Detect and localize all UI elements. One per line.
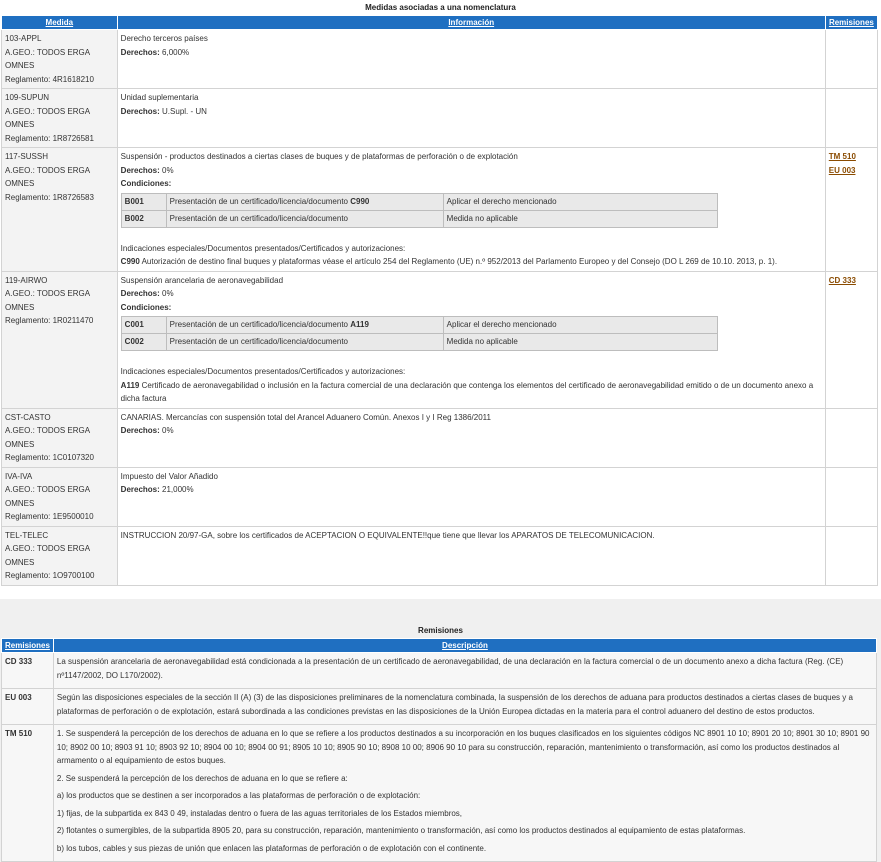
table-row	[2, 467, 878, 526]
measure-geo: A.GEO.: TODOS ERGA OMNES	[5, 47, 90, 70]
measure-description: Unidad suplementaria	[120, 93, 199, 102]
table-row	[2, 689, 877, 725]
measure-description: Suspensión - productos destinados a ciertas clases de buques y de plataformas de perforación o de explotación	[120, 152, 518, 161]
measure-code: 109-SUPUN	[5, 93, 50, 102]
condition-text: Presentación de un certificado/licencia/documento	[169, 213, 348, 223]
special-indications-label: Indicaciones especiales/Documentos presentados/Certificados y autorizaciones:	[120, 367, 406, 376]
table-row	[2, 271, 878, 408]
measure-description: INSTRUCCION 20/97-GA, sobre los certificados de ACEPTACION O EQUIVALENTE!!que tiene que llevar los APARATOS DE TELECOMUNICACION.	[120, 530, 655, 540]
condition-action: Medida no aplicable	[443, 210, 717, 227]
measure-geo: A.GEO.: TODOS ERGA OMNES	[5, 289, 90, 312]
condition-action: Aplicar el derecho mencionado	[443, 193, 717, 210]
remision-code: CD 333	[2, 653, 54, 689]
col-header-descripcion[interactable]: Descripción	[53, 639, 876, 653]
measure-code: 117-SUSSH	[5, 152, 48, 161]
measure-geo: A.GEO.: TODOS ERGA OMNES	[5, 106, 90, 129]
conditions-table	[121, 193, 718, 228]
table-row	[2, 653, 877, 689]
special-code: A119	[120, 380, 140, 390]
measure-geo: A.GEO.: TODOS ERGA OMNES	[5, 485, 90, 508]
measure-code: TEL-TELEC	[5, 530, 49, 540]
conditions-label: Condiciones:	[120, 302, 172, 312]
special-code: C990	[120, 257, 140, 266]
duty-value: 0%	[162, 165, 174, 175]
condition-text: Presentación de un certificado/licencia/documento	[169, 337, 348, 346]
remision-text: 2) flotantes o sumergibles, de la subpartida 8905 20, para su construcción, reparación, mantenimiento o transformación, así como los productos destinados al equipamiento de estas plataformas.	[56, 826, 746, 835]
duty-value: 0%	[162, 426, 174, 435]
remisiones-title: Remisiones	[418, 626, 463, 635]
table-row	[2, 408, 878, 467]
measure-geo: A.GEO.: TODOS ERGA OMNES	[5, 544, 90, 567]
table-row	[2, 725, 877, 862]
remision-text: 1. Se suspenderá la percepción de los derechos de aduana en lo que se refiere a los productos destinados a su incorporación en los buques clasificados en los siguientes códigos NC 8901 10 10; 8901 20 10; 8901 30 10; 8901 90 10; 8902 00 10; 8903 91 10; 8903 92 10; 8904 00 10; 8904 00 91; 8905 10 10; 8905 90 10; 8908 10 00; 8906 90 10 para su construcción, reparación, mantenimiento o transformación, así como los productos destinados al armamento o al equipamiento de estos buques.	[56, 729, 870, 765]
table-row	[2, 148, 878, 272]
measure-description: CANARIAS. Mercancías con suspensión total del Arancel Aduanero Común. Anexos I y I Reg 1386/2011	[120, 412, 491, 422]
remision-link-eu003[interactable]: EU 003	[828, 165, 856, 175]
measure-regulation: Reglamento: 1R8726581	[5, 133, 94, 143]
remision-text: 2. Se suspenderá la percepción de los derechos de aduana en lo que se refiere a:	[56, 773, 348, 783]
duty-label: Derechos:	[120, 47, 160, 57]
remision-text: La suspensión arancelaria de aeronavegabilidad está condicionada a la presentación de un certificado de aeronavegabilidad, de una declaración en la factura comercial o de un documento anexo a dicha factura (Reg. (CE) nº1147/2002, DO L170/2002).	[56, 657, 844, 680]
duty-label: Derechos:	[120, 426, 160, 435]
measure-regulation: Reglamento: 4R1618210	[5, 74, 94, 84]
conditions-table	[121, 316, 718, 351]
measure-regulation: Reglamento: 1O9700100	[5, 571, 95, 580]
duty-value: 6,000%	[162, 47, 190, 57]
measure-code: 103-APPL	[5, 34, 42, 43]
duty-label: Derechos:	[120, 485, 160, 494]
measure-code: IVA-IVA	[5, 471, 33, 481]
condition-action: Aplicar el derecho mencionado	[443, 317, 717, 334]
page-title: Medidas asociadas a una nomenclatura	[365, 3, 516, 12]
measure-regulation: Reglamento: 1E9500010	[5, 512, 94, 521]
condition-text: Presentación de un certificado/licencia/documento	[169, 320, 348, 329]
measure-regulation: Reglamento: 1R0211470	[5, 316, 94, 325]
remision-link-tm510[interactable]: TM 510	[828, 152, 856, 161]
condition-action: Medida no aplicable	[443, 334, 717, 351]
condition-text: Presentación de un certificado/licencia/documento	[169, 196, 348, 206]
duty-label: Derechos:	[120, 165, 160, 175]
remision-text: a) los productos que se destinen a ser incorporados a las plataformas de perforación o de explotación:	[56, 791, 421, 800]
col-header-remisiones[interactable]: Remisiones	[2, 639, 54, 653]
table-row	[2, 89, 878, 148]
special-text: Autorización de destino final buques y plataformas véase el artículo 254 del Reglamento (UE) n.º 952/2013 del Parlamento Europeo y del Consejo (DO L 269 de 10.10. 2013, p. 1).	[141, 257, 778, 266]
remision-text: b) los tubos, cables y sus piezas de unión que enlacen las plataformas de perforación o de explotación con el continente.	[56, 843, 487, 853]
measure-description: Derecho terceros países	[120, 34, 208, 43]
remision-text: Según las disposiciones especiales de la sección II (A) (3) de las disposiciones preliminares de la nomenclatura combinada, la suspensión de los derechos de aduana para productos destinados a ciertas clases de buques y a plataformas de perforación o de explotación, estará subordinada a las condiciones previstas en las disposiciones de la Unión Europea dictadas en la materia para el control aduanero del destino de estos productos.	[56, 693, 853, 716]
duty-value: 0%	[162, 289, 174, 298]
remision-code: TM 510	[2, 725, 54, 862]
duty-value: U.Supl. - UN	[162, 106, 207, 116]
duty-value: 21,000%	[162, 485, 194, 494]
remision-text: 1) fijas, de la subpartida ex 843 0 49, instaladas dentro o fuera de las aguas territoriales de los Estados miembros,	[56, 808, 463, 818]
remision-code: EU 003	[2, 689, 54, 725]
condition-code: B001	[121, 193, 166, 210]
remisiones-table	[1, 638, 877, 862]
table-row	[2, 30, 878, 89]
table-row	[2, 526, 878, 585]
col-header-medida[interactable]: Medida	[2, 16, 118, 30]
measures-table	[1, 15, 878, 586]
condition-code: B002	[121, 210, 166, 227]
measure-regulation: Reglamento: 1C0107320	[5, 453, 94, 462]
condition-doc: A119	[350, 320, 369, 329]
col-header-remisiones[interactable]: Remisiones	[825, 16, 877, 30]
special-text: Certificado de aeronavegabilidad o inclusión en la factura comercial de una declaración que contenga los elementos del certificado de aeronavegabilidad emitido o de un documento anexo a dicha factura	[120, 380, 814, 403]
measure-geo: A.GEO.: TODOS ERGA OMNES	[5, 426, 90, 449]
measure-code: CST-CASTO	[5, 412, 51, 422]
duty-label: Derechos:	[120, 289, 160, 298]
measure-geo: A.GEO.: TODOS ERGA OMNES	[5, 165, 90, 188]
measure-description: Suspensión arancelaria de aeronavegabilidad	[120, 275, 284, 285]
special-indications-label: Indicaciones especiales/Documentos presentados/Certificados y autorizaciones:	[120, 243, 406, 253]
condition-code: C002	[121, 334, 166, 351]
condition-code: C001	[121, 317, 166, 334]
conditions-label: Condiciones:	[120, 179, 172, 188]
remision-link-cd333[interactable]: CD 333	[828, 275, 856, 285]
measure-description: Impuesto del Valor Añadido	[120, 471, 218, 481]
measure-code: 119-AIRWO	[5, 275, 48, 285]
condition-doc: C990	[350, 196, 370, 206]
duty-label: Derechos:	[120, 106, 160, 116]
measure-regulation: Reglamento: 1R8726583	[5, 192, 94, 202]
col-header-informacion[interactable]: Información	[117, 16, 825, 30]
